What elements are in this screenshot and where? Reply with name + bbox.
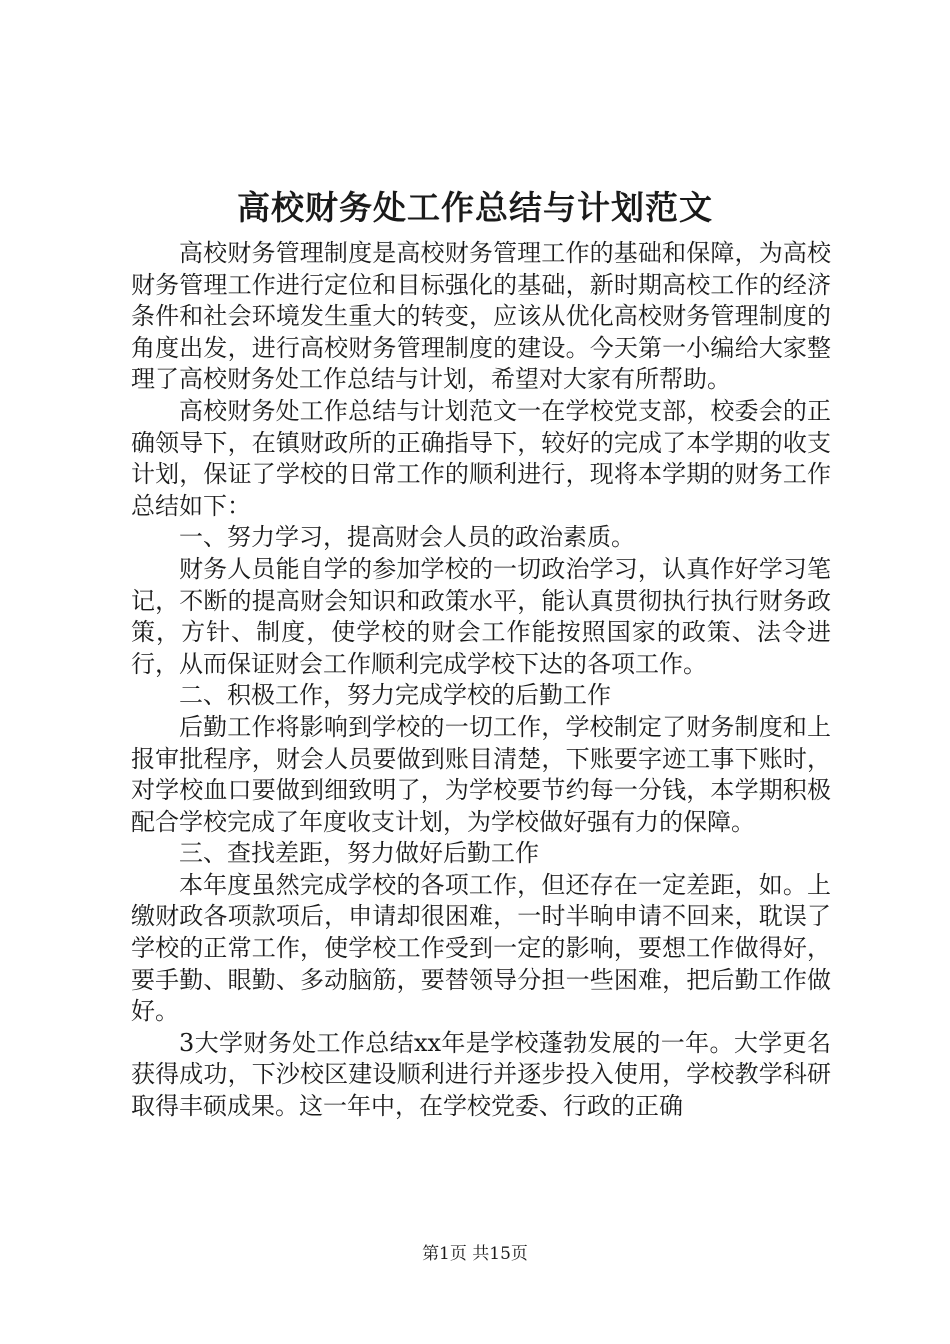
paragraph-overview: 高校财务处工作总结与计划范文一在学校党支部，校委会的正确领导下，在镇财政所的正确指导下，较好的完成了本学期的收支计划，保证了学校的日常工作的顺利进行，现将本学期的财务工作总结如下：	[131, 396, 831, 520]
section-heading-1: 一、努力学习，提高财会人员的政治素质。	[179, 523, 635, 552]
document-title: 高校财务处工作总结与计划范文	[237, 188, 713, 227]
section-heading-2: 二、积极工作，努力完成学校的后勤工作	[179, 681, 611, 710]
paragraph-intro: 高校财务管理制度是高校财务管理工作的基础和保障，为高校财务管理工作进行定位和目标强化的基础，新时期高校工作的经济条件和社会环境发生重大的转变，应该从优化高校财务管理制度的角度出发，进行高校财务管理制度的建设。今天第一小编给大家整理了高校财务处工作总结与计划，希望对大家有所帮助。	[131, 239, 831, 394]
paragraph-section-3: 本年度虽然完成学校的各项工作，但还存在一定差距，如。上缴财政各项款项后，申请却很困难，一时半晌申请不回来，耽误了学校的正常工作，使学校工作受到一定的影响，要想工作做得好，要手勤、眼勤、多动脑筋，要替领导分担一些困难，把后勤工作做好。	[131, 870, 831, 1026]
page-number-footer: 第1页 共15页	[422, 1244, 528, 1264]
paragraph-section-1: 财务人员能自学的参加学校的一切政治学习，认真作好学习笔记，不断的提高财会知识和政策水平，能认真贯彻执行执行财务政策，方针、制度，使学校的财会工作能按照国家的政策、法令进行，从而保证财会工作顺利完成学校下达的各项工作。	[131, 554, 831, 678]
document-body	[131, 238, 831, 1123]
section-heading-3: 三、查找差距，努力做好后勤工作	[179, 839, 539, 868]
paragraph-section-2: 后勤工作将影响到学校的一切工作，学校制定了财务制度和上报审批程序，财会人员要做到账目清楚，下账要字迹工事下账时，对学校血口要做到细致明了，为学校要节约每一分钱，本学期积极配合学校完成了年度收支计划，为学校做好强有力的保障。	[131, 712, 831, 836]
paragraph-university-summary: 3大学财务处工作总结xx年是学校蓬勃发展的一年。大学更名获得成功，下沙校区建设顺利进行并逐步投入使用，学校教学科研取得丰硕成果。这一年中，在学校党委、行政的正确	[131, 1028, 831, 1121]
